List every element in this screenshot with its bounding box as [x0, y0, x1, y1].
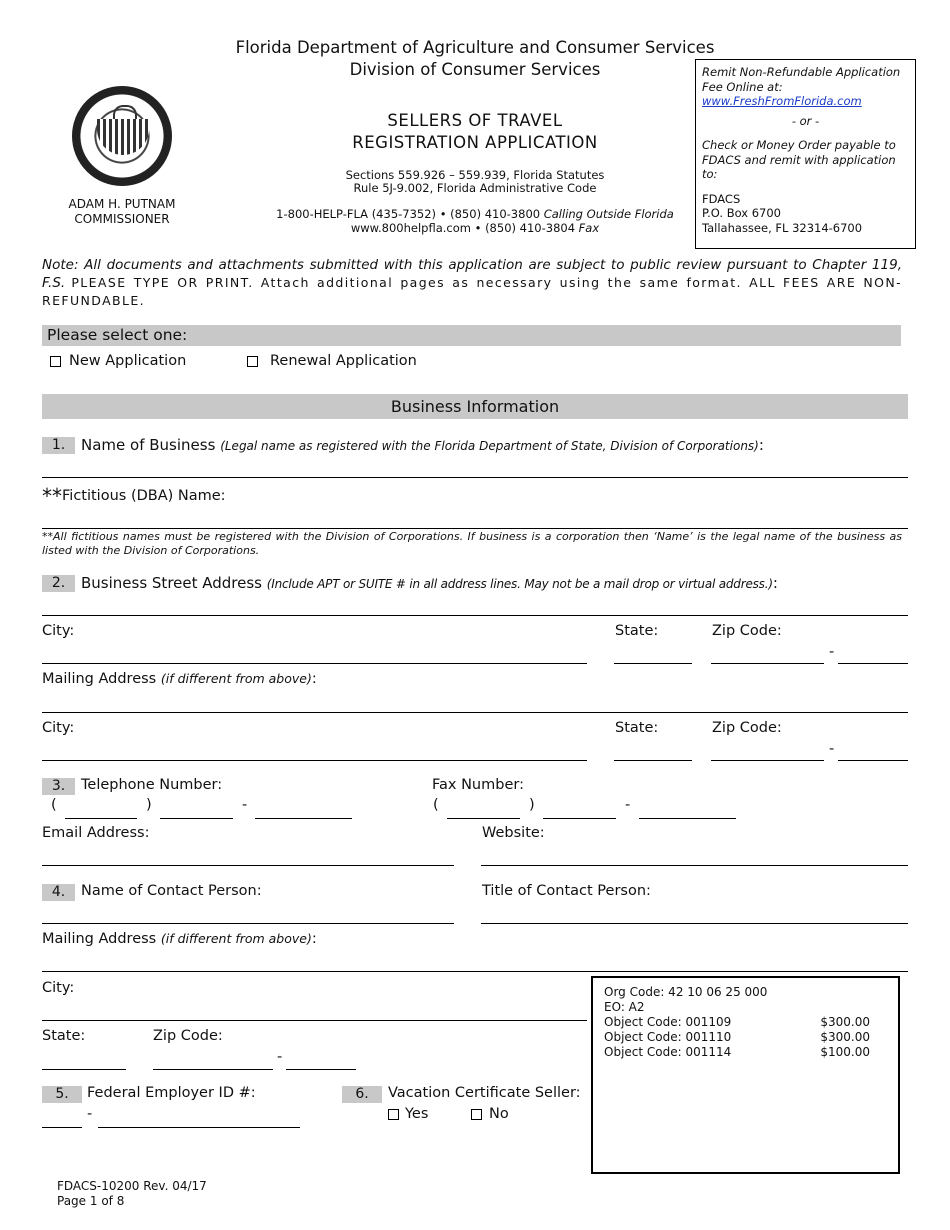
fresh-from-florida-link[interactable]: www.FreshFromFlorida.com — [702, 94, 862, 108]
state-field[interactable] — [614, 663, 692, 664]
q1-number: 1. — [42, 437, 75, 454]
vacation-seller-label: Vacation Certificate Seller: — [388, 1085, 581, 1101]
q2-number: 2. — [42, 575, 75, 592]
fdacs-seal-icon — [72, 86, 172, 186]
q4-number: 4. — [42, 884, 75, 901]
zip4-field[interactable] — [838, 663, 908, 664]
business-info-heading: Business Information — [42, 394, 908, 419]
colon: : — [758, 436, 764, 454]
mailing-label: Mailing Address — [42, 931, 157, 947]
zip-label: Zip Code: — [153, 1028, 223, 1044]
website-label: Website: — [482, 825, 545, 841]
remit-check: Check or Money Order payable to FDACS and remit with application to: — [702, 138, 896, 181]
org-code: Org Code: 42 10 06 25 000 — [604, 985, 768, 999]
mailing-address-field[interactable] — [42, 712, 908, 713]
zip-label: Zip Code: — [712, 720, 782, 736]
dba-note: **All fictitious names must be registered with the Division of Corporations. If business is a corporation then ‘Name’ is the legal name of the business as listed with the Division of Corporations. — [42, 530, 902, 557]
street-address-hint: (Include APT or SUITE # in all address lines. May not be a mail drop or virtual address.) — [266, 577, 773, 591]
q3-number: 3. — [42, 778, 75, 795]
remit-addr1: FDACS — [702, 191, 741, 206]
object-code-label: Object Code: 001114 — [604, 1045, 732, 1059]
city-label: City: — [42, 720, 75, 736]
state-field[interactable] — [42, 1069, 126, 1070]
email-field[interactable] — [42, 865, 454, 866]
mailing-hint: (if different from above) — [160, 671, 312, 686]
fein-label: Federal Employer ID #: — [87, 1085, 256, 1101]
zip-field[interactable] — [711, 663, 824, 664]
contact-title-label: Title of Contact Person: — [482, 883, 651, 899]
q2-label — [81, 574, 778, 592]
fein-dash: - — [87, 1106, 93, 1122]
fein-field[interactable] — [98, 1127, 300, 1128]
street-address-label: Business Street Address — [81, 574, 262, 592]
form-title-line2: REGISTRATION APPLICATION — [352, 133, 598, 152]
phone-area-field[interactable] — [65, 818, 137, 819]
city-field[interactable] — [42, 760, 587, 761]
mailing-label: Mailing Address — [42, 671, 157, 687]
state-label: State: — [615, 720, 659, 736]
object-code-amount: $100.00 — [820, 1045, 870, 1059]
zip-dash: - — [829, 741, 835, 757]
commissioner-title: COMMISSIONER — [74, 212, 170, 226]
email-label: Email Address: — [42, 825, 150, 841]
paren-open: ( — [433, 797, 439, 813]
contact-title-field[interactable] — [481, 923, 908, 924]
city-field[interactable] — [42, 1020, 587, 1021]
vacation-no-label: No — [489, 1106, 509, 1122]
object-code-row — [604, 1015, 887, 1030]
colon: : — [311, 671, 317, 687]
mailing-address-label — [42, 671, 317, 687]
form-number: FDACS-10200 Rev. 04/17 — [57, 1179, 207, 1193]
dba-label: Fictitious (DBA) Name: — [62, 488, 226, 504]
remit-addr3: Tallahassee, FL 32314-6700 — [702, 220, 863, 235]
note-plain: PLEASE TYPE OR PRINT. Attach additional pages as necessary using the same format. ALL FEES ARE NON-REFUNDABLE. — [42, 275, 902, 308]
renewal-application-checkbox[interactable] — [247, 356, 258, 367]
business-name-hint: (Legal name as registered with the Florida Department of State, Division of Corporations) — [220, 439, 759, 453]
colon: : — [311, 931, 317, 947]
zip-label: Zip Code: — [712, 623, 782, 639]
object-code-label: Object Code: 001109 — [604, 1015, 732, 1029]
city-field[interactable] — [42, 663, 587, 664]
select-heading: Please select one: — [47, 326, 188, 344]
object-code-amount: $300.00 — [820, 1015, 870, 1029]
office-use-box — [591, 976, 900, 1174]
division-name: Division of Consumer Services — [349, 60, 601, 79]
street-address-field[interactable] — [42, 615, 908, 616]
q1-label — [81, 436, 764, 454]
website-field[interactable] — [481, 865, 908, 866]
dba-mark: ** — [42, 484, 62, 508]
paren-close: ) — [146, 797, 152, 813]
phone-prefix-field[interactable] — [160, 818, 233, 819]
phone-dash: - — [242, 797, 248, 813]
zip-field[interactable] — [153, 1069, 273, 1070]
city-label: City: — [42, 623, 75, 639]
paren-open: ( — [51, 797, 57, 813]
web-fax: www.800helpfla.com • (850) 410-3804 — [350, 221, 576, 235]
telephone-label: Telephone Number: — [81, 777, 223, 793]
eo-code: EO: A2 — [604, 1000, 645, 1014]
zip-dash: - — [277, 1049, 283, 1065]
commissioner-name: ADAM H. PUTNAM — [68, 197, 176, 211]
fax-area-field[interactable] — [447, 818, 520, 819]
statutes: Sections 559.926 – 559.939, Florida Statutes — [345, 168, 605, 182]
fax-label: Fax Number: — [432, 777, 524, 793]
contact-mailing-label — [42, 931, 317, 947]
q5-number: 5. — [42, 1086, 82, 1103]
vacation-no-checkbox[interactable] — [471, 1109, 482, 1120]
phone-line — [200, 207, 750, 221]
renewal-application-label: Renewal Application — [270, 353, 417, 369]
zip-dash: - — [829, 644, 835, 660]
phone-numbers: 1-800-HELP-FLA (435-7352) • (850) 410-3800 — [276, 207, 541, 221]
state-label: State: — [615, 623, 659, 639]
fein-prefix-field[interactable] — [42, 1127, 82, 1128]
object-code-row — [604, 1030, 887, 1045]
web-line — [200, 221, 750, 235]
public-records-note — [42, 256, 902, 310]
vacation-yes-checkbox[interactable] — [388, 1109, 399, 1120]
phone-note: Calling Outside Florida — [543, 207, 674, 221]
remit-addr2: P.O. Box 6700 — [702, 206, 781, 220]
zip4-field[interactable] — [286, 1069, 356, 1070]
state-field[interactable] — [614, 760, 692, 761]
business-name-label: Name of Business — [81, 436, 216, 454]
dba-field[interactable] — [42, 528, 908, 529]
remit-box — [695, 59, 916, 249]
fax-dash: - — [625, 797, 631, 813]
object-code-label: Object Code: 001110 — [604, 1030, 732, 1044]
zip-field[interactable] — [711, 760, 824, 761]
department-name: Florida Department of Agriculture and Consumer Services — [235, 38, 715, 57]
contact-name-field[interactable] — [42, 923, 454, 924]
fax-prefix-field[interactable] — [543, 818, 616, 819]
remit-line: Remit Non-Refundable Application Fee Online at: — [702, 65, 901, 94]
contact-name-label: Name of Contact Person: — [81, 883, 262, 899]
new-application-label: New Application — [69, 353, 187, 369]
city-label: City: — [42, 980, 75, 996]
form-title-line1: SELLERS OF TRAVEL — [387, 111, 563, 130]
zip4-field[interactable] — [838, 760, 908, 761]
remit-or: - or - — [791, 113, 820, 128]
object-code-row — [604, 1045, 887, 1060]
colon: : — [772, 574, 778, 592]
mailing-hint: (if different from above) — [160, 931, 312, 946]
note-italic: Note: All documents and attachments submitted with this application are subject to public review pursuant to Chapter 119, F.S. — [42, 257, 902, 291]
new-application-checkbox[interactable] — [50, 356, 61, 367]
business-name-field[interactable] — [42, 477, 908, 478]
contact-mailing-field[interactable] — [42, 971, 908, 972]
page-number: Page 1 of 8 — [57, 1194, 125, 1208]
object-code-amount: $300.00 — [820, 1030, 870, 1044]
admin-rule: Rule 5J-9.002, Florida Administrative Code — [353, 181, 597, 195]
select-bar — [42, 325, 901, 346]
state-label: State: — [42, 1028, 86, 1044]
q6-number: 6. — [342, 1086, 382, 1103]
paren-close: ) — [529, 797, 535, 813]
fax-note: Fax — [578, 221, 600, 235]
vacation-yes-label: Yes — [405, 1106, 429, 1122]
phone-line-field[interactable] — [255, 818, 352, 819]
fax-line-field[interactable] — [639, 818, 736, 819]
